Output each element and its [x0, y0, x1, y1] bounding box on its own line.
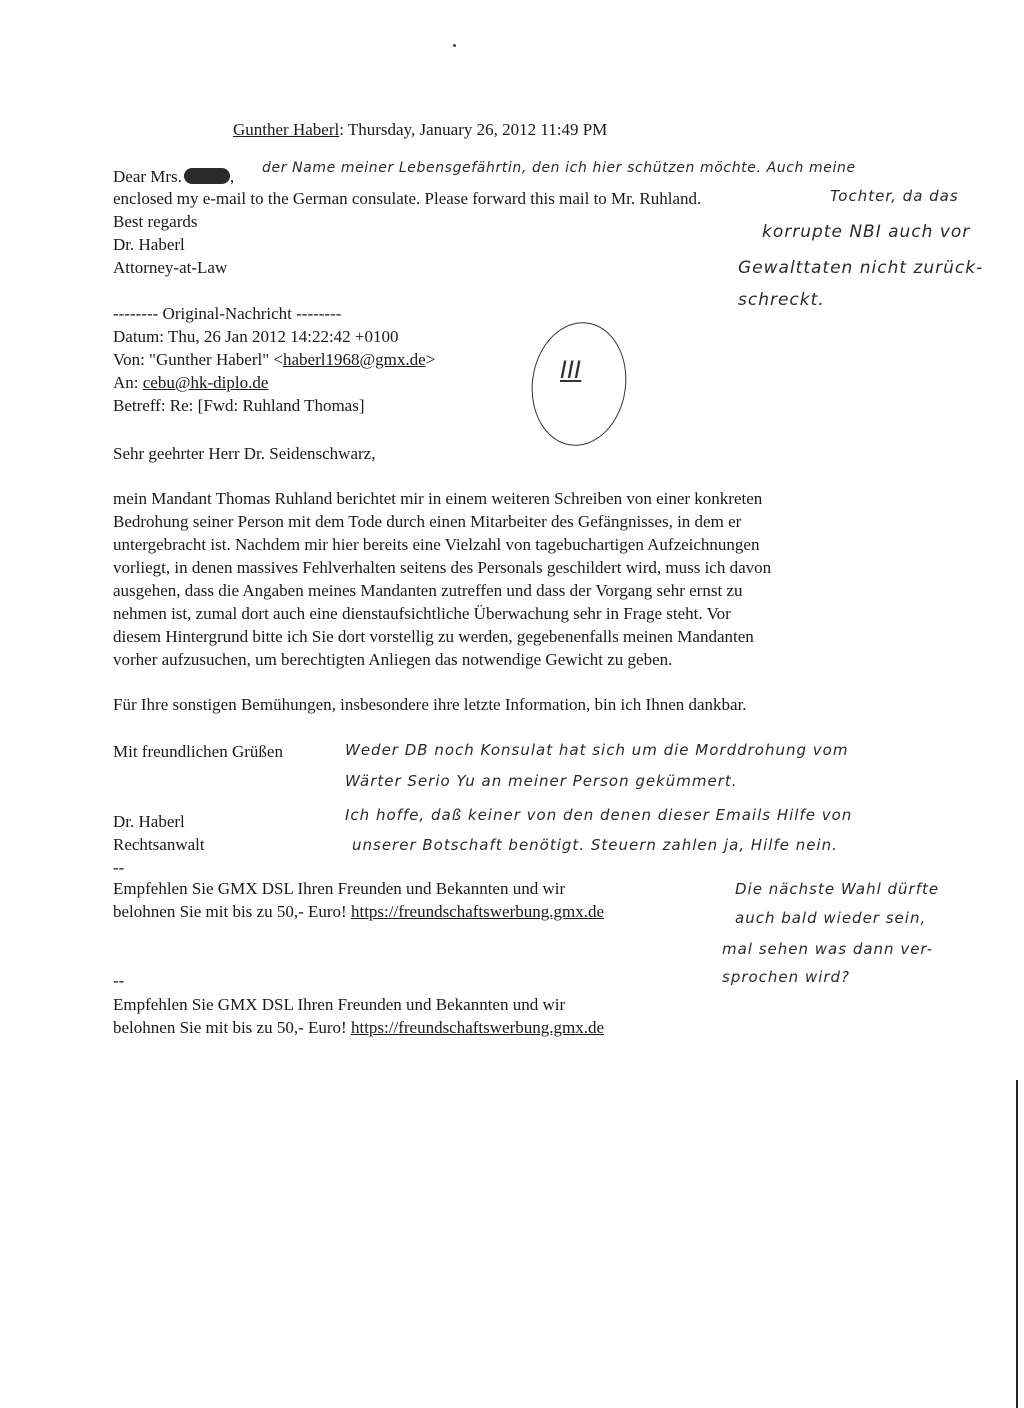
footer-line-2	[113, 901, 604, 923]
handwritten-note-line: sprochen wird?	[722, 968, 851, 986]
footer-line-2	[113, 1017, 604, 1039]
letter-closing: Mit freundlichen Grüßen	[113, 742, 283, 761]
von-email-link[interactable]: haberl1968@gmx.de	[282, 350, 426, 369]
handwritten-note-line: Wärter Serio Yu an meiner Person gekümmert.	[345, 772, 738, 790]
paragraph-line: Bedrohung seiner Person mit dem Tode durch einen Mitarbeiter des Gefängnisses, in dem er	[113, 512, 742, 531]
footer-line-1: Empfehlen Sie GMX DSL Ihren Freunden und Bekannten und wir	[113, 995, 566, 1014]
email-header	[233, 119, 607, 141]
original-betreff: Betreff: Re: [Fwd: Ruhland Thomas]	[113, 396, 365, 415]
letter-salutation: Sehr geehrter Herr Dr. Seidenschwarz,	[113, 444, 376, 463]
footer-text: belohnen Sie mit bis zu 50,- Euro!	[113, 902, 351, 921]
original-von	[113, 349, 435, 371]
footer-text: belohnen Sie mit bis zu 50,- Euro!	[113, 1018, 351, 1037]
speck	[453, 44, 456, 47]
handwritten-note-line: Die nächste Wahl dürfte	[735, 880, 940, 898]
handwritten-note-line: schreckt.	[738, 290, 825, 310]
redacted-name	[184, 168, 230, 184]
paragraph-line: ausgehen, dass die Angaben meines Mandanten zutreffen und dass der Vorgang sehr ernst zu	[113, 581, 743, 600]
paragraph-line: vorliegt, in denen massives Fehlverhalten seitens des Personals geschildert wird, muss ich davon	[113, 558, 772, 577]
greeting: Dear Mrs.	[113, 167, 182, 186]
handwritten-note-line: Weder DB noch Konsulat hat sich um die Morddrohung vom	[345, 741, 849, 759]
footer-dash: --	[113, 858, 125, 877]
paragraph-line: diesem Hintergrund bitte ich Sie dort vorstellig zu werden, gegebenenfalls meinen Mandanten	[113, 627, 754, 646]
greeting-line	[113, 166, 234, 188]
footer-link[interactable]: https://freundschaftswerbung.gmx.de	[350, 1018, 605, 1037]
paragraph-line: nehmen ist, zumal dort auch eine dienstaufsichtliche Überwachung sehr in Frage steht. Vor	[113, 604, 731, 623]
original-an	[113, 372, 268, 394]
footer-line-1: Empfehlen Sie GMX DSL Ihren Freunden und Bekannten und wir	[113, 879, 566, 898]
letter-paragraph-2: Für Ihre sonstigen Bemühungen, insbesondere ihre letzte Information, bin ich Ihnen dankbar.	[113, 695, 747, 714]
von-label: Von: "Gunther Haberl" <	[113, 350, 283, 369]
handwritten-note-line: mal sehen was dann ver-	[722, 940, 934, 958]
letter-signature-name: Dr. Haberl	[113, 812, 185, 831]
handwritten-note-line: der Name meiner Lebensgefährtin, den ich hier schützen möchte. Auch meine	[262, 160, 856, 176]
english-body: enclosed my e-mail to the German consulate. Please forward this mail to Mr. Ruhland.	[113, 189, 702, 208]
handwritten-note-line: Gewalttaten nicht zurück-	[738, 258, 984, 278]
paragraph-line: untergebracht ist. Nachdem mir hier bereits eine Vielzahl von tagebuchartigen Aufzeichnungen	[113, 535, 760, 554]
english-signature-title: Attorney-at-Law	[113, 258, 228, 277]
scan-edge-line	[1016, 1080, 1018, 1408]
original-separator: -------- Original-Nachricht --------	[113, 304, 342, 323]
letter-signature-title: Rechtsanwalt	[113, 835, 205, 854]
paragraph-line: mein Mandant Thomas Ruhland berichtet mir in einem weiteren Schreiben von einer konkreten	[113, 489, 763, 508]
an-email-link[interactable]: cebu@hk-diplo.de	[142, 373, 269, 392]
footer-dash: --	[113, 971, 125, 990]
von-suffix: >	[425, 350, 436, 369]
original-datum: Datum: Thu, 26 Jan 2012 14:22:42 +0100	[113, 327, 399, 346]
handwritten-note-line: Ich hoffe, daß keiner von den denen dieser Emails Hilfe von	[345, 806, 853, 824]
an-label: An:	[113, 373, 143, 392]
handwritten-note-line: korrupte NBI auch vor	[762, 222, 971, 242]
english-signature-name: Dr. Haberl	[113, 235, 185, 254]
handwritten-note-line: auch bald wieder sein,	[735, 909, 927, 927]
greeting-comma: ,	[229, 167, 235, 186]
footer-link[interactable]: https://freundschaftswerbung.gmx.de	[350, 902, 605, 921]
circle-mark-text: III	[560, 356, 582, 384]
paragraph-line: vorher aufzusuchen, um berechtigten Anliegen das notwendige Gewicht zu geben.	[113, 650, 673, 669]
handwritten-note-line: Tochter, da das	[830, 187, 959, 205]
handwritten-note-line: unserer Botschaft benötigt. Steuern zahlen ja, Hilfe nein.	[352, 836, 838, 854]
english-closing: Best regards	[113, 212, 198, 231]
circle-mark	[524, 316, 634, 452]
sent-date: : Thursday, January 26, 2012 11:49 PM	[339, 120, 608, 139]
sender-name: Gunther Haberl	[233, 120, 340, 139]
